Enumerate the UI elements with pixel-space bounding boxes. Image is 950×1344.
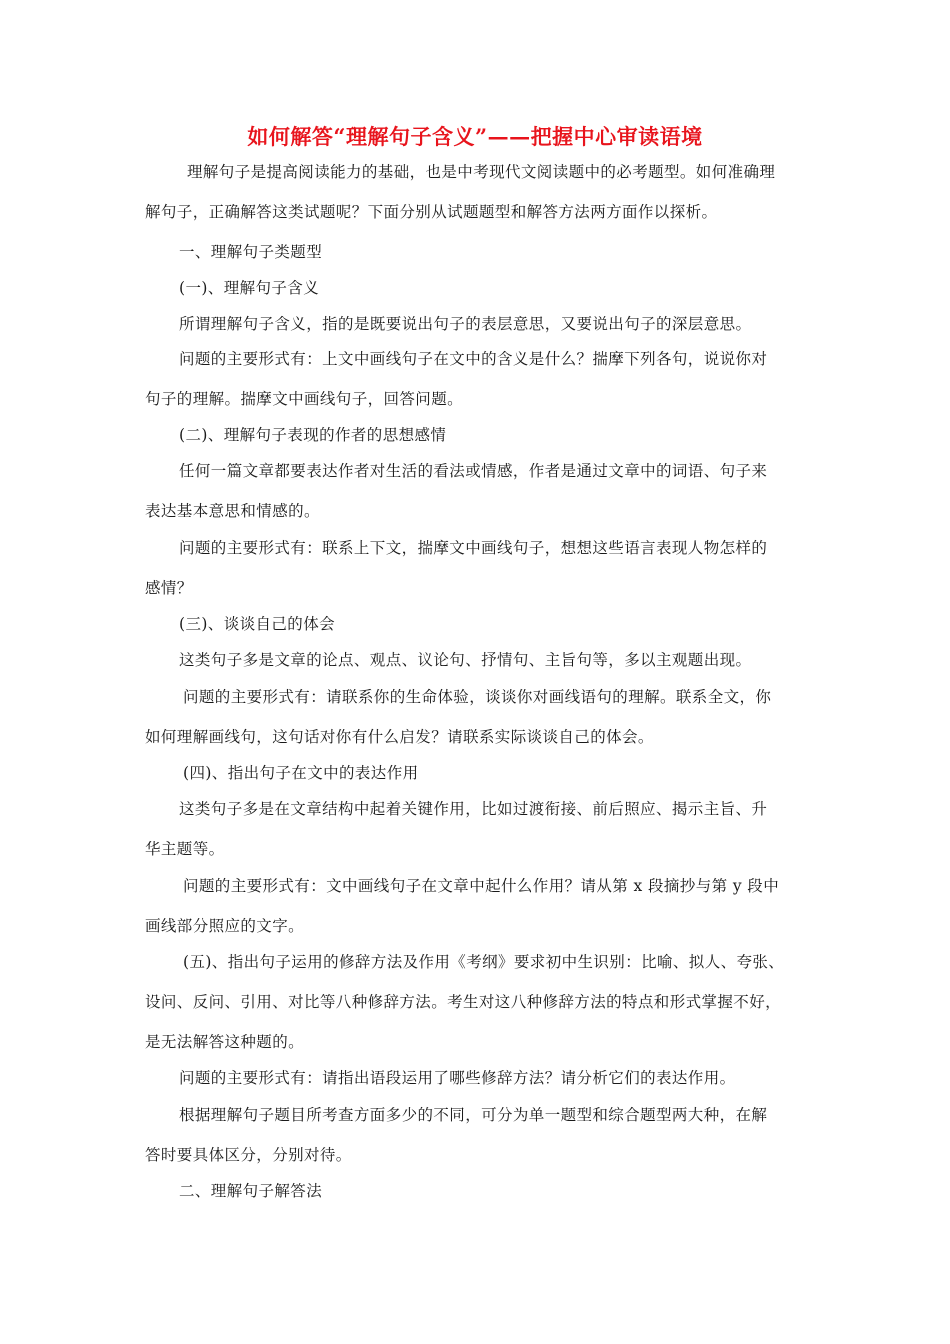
subsection-heading: (二)、理解句子表现的作者的思想感情 (179, 426, 447, 444)
subsection-heading: (三)、谈谈自己的体会 (179, 615, 335, 633)
paragraph-line: 画线部分照应的文字。 (145, 917, 305, 935)
paragraph-line: 华主题等。 (145, 840, 225, 858)
paragraph-line: 答时要具体区分，分别对待。 (145, 1146, 352, 1164)
paragraph-line: 如何理解画线句，这句话对你有什么启发？请联系实际谈谈自己的体会。 (145, 728, 654, 746)
paragraph-line: 这类句子多是文章的论点、观点、议论句、抒情句、主旨句等，多以主观题出现。 (179, 651, 752, 669)
paragraph-line: 这类句子多是在文章结构中起着关键作用，比如过渡衔接、前后照应、揭示主旨、升 (179, 800, 768, 818)
paragraph-line: 所谓理解句子含义，指的是既要说出句子的表层意思，又要说出句子的深层意思。 (179, 315, 752, 333)
paragraph-line: 表达基本意思和情感的。 (145, 502, 320, 520)
paragraph-line: 句子的理解。揣摩文中画线句子，回答问题。 (145, 390, 464, 408)
paragraph-line: 是无法解答这种题的。 (145, 1033, 305, 1051)
paragraph-line: 理解句子是提高阅读能力的基础，也是中考现代文阅读题中的必考题型。如何准确理 (187, 163, 776, 181)
subsection-heading: (一)、理解句子含义 (179, 279, 320, 297)
paragraph-line: 设问、反问、引用、对比等八种修辞方法。考生对这八种修辞方法的特点和形式掌握不好， (145, 993, 782, 1011)
subsection-heading: (五)、指出句子运用的修辞方法及作用《考纲》要求初中生识别：比喻、拟人、夸张、 (183, 953, 785, 971)
paragraph-line: 问题的主要形式有：文中画线句子在文章中起什么作用？请从第 x 段摘抄与第 y 段中 (183, 877, 780, 895)
paragraph-line: 问题的主要形式有：请联系你的生命体验，谈谈你对画线语句的理解。联系全文，你 (183, 688, 772, 706)
subsection-heading: (四)、指出句子在文中的表达作用 (183, 764, 419, 782)
paragraph-line: 问题的主要形式有：联系上下文，揣摩文中画线句子，想想这些语言表现人物怎样的 (179, 539, 768, 557)
document-title: 如何解答“理解句子含义”——把握中心审读语境 (247, 124, 703, 149)
paragraph-line: 问题的主要形式有：上文中画线句子在文中的含义是什么？揣摩下列各句，说说你对 (179, 350, 768, 368)
paragraph-line: 问题的主要形式有：请指出语段运用了哪些修辞方法？请分析它们的表达作用。 (179, 1069, 736, 1087)
paragraph-line: 根据理解句子题目所考查方面多少的不同，可分为单一题型和综合题型两大种，在解 (179, 1106, 768, 1124)
section-heading: 一、理解句子类题型 (179, 243, 323, 261)
paragraph-line: 感情？ (145, 579, 193, 597)
paragraph-line: 任何一篇文章都要表达作者对生活的看法或情感，作者是通过文章中的词语、句子来 (179, 462, 768, 480)
section-heading: 二、理解句子解答法 (179, 1182, 323, 1200)
paragraph-line: 解句子，正确解答这类试题呢？下面分别从试题题型和解答方法两方面作以探析。 (145, 203, 718, 221)
